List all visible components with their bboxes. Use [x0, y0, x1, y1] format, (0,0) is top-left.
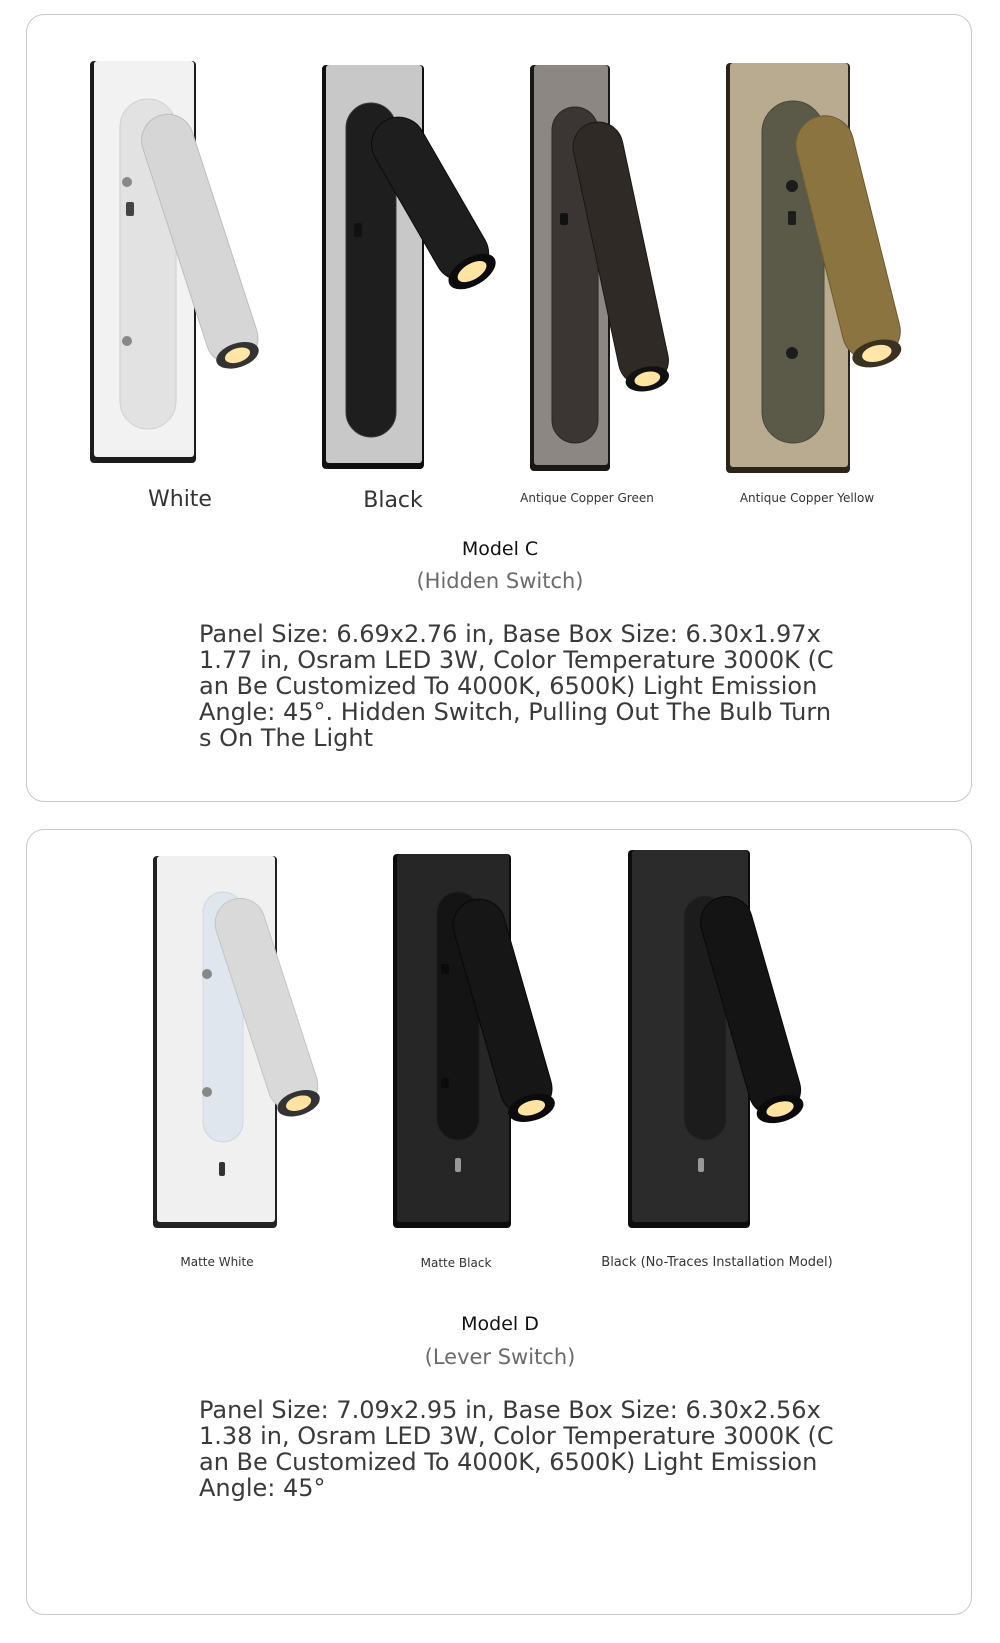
model-c-card [26, 14, 972, 802]
switch-stub [441, 1078, 449, 1088]
variant-label-black-no-traces: Black (No-Traces Installation Model) [601, 1255, 833, 1270]
product-image-black-no-traces[interactable] [622, 848, 822, 1248]
variant-label-matte-black: Matte Black [420, 1256, 492, 1270]
model-description: Panel Size: 6.69x2.76 in, Base Box Size: 6.30x1.97x1.77 in, Osram LED 3W, Color Temperature 3000K (Can Be Customized To 4000K, 6500K) Light Emission Angle: 45°. Hidden Switch, Pulling Out The Bulb Turns On The Light [199, 620, 834, 752]
switch-stub [788, 211, 796, 225]
variant-label-black: Black [363, 488, 423, 513]
screw-icon [202, 1087, 212, 1097]
screw-icon [786, 180, 798, 192]
lever-switch [455, 1158, 461, 1172]
variant-label-white: White [148, 487, 212, 512]
switch-stub [126, 202, 134, 216]
switch-stub [354, 223, 362, 237]
model-title: Model C [461, 538, 539, 560]
switch-stub [560, 213, 568, 225]
product-image-black[interactable] [314, 63, 524, 483]
model-description: Panel Size: 7.09x2.95 in, Base Box Size: 6.30x2.56x1.38 in, Osram LED 3W, Color Temperature 3000K (Can Be Customized To 4000K, 6500K) Light Emission Angle: 45° [199, 1396, 834, 1502]
model-subtitle: (Lever Switch) [424, 1345, 576, 1369]
lever-switch [698, 1158, 704, 1172]
screw-icon [122, 177, 132, 187]
screw-icon [122, 336, 132, 346]
model-subtitle: (Hidden Switch) [416, 569, 584, 593]
lever-switch [219, 1162, 225, 1176]
model-title: Model D [461, 1313, 539, 1335]
product-image-white[interactable] [82, 57, 282, 477]
switch-stub [441, 964, 449, 974]
variant-label-matte-white: Matte White [180, 1255, 254, 1269]
product-image-antique-copper-green[interactable] [522, 63, 722, 483]
model-d-card [26, 829, 972, 1615]
variant-label-antique-copper-green: Antique Copper Green [520, 491, 654, 505]
variant-label-antique-copper-yellow: Antique Copper Yellow [739, 491, 875, 505]
product-image-antique-copper-yellow[interactable] [720, 61, 920, 481]
screw-icon [202, 969, 212, 979]
screw-icon [786, 347, 798, 359]
product-image-matte-white[interactable] [147, 852, 347, 1252]
product-image-matte-black[interactable] [387, 852, 587, 1252]
